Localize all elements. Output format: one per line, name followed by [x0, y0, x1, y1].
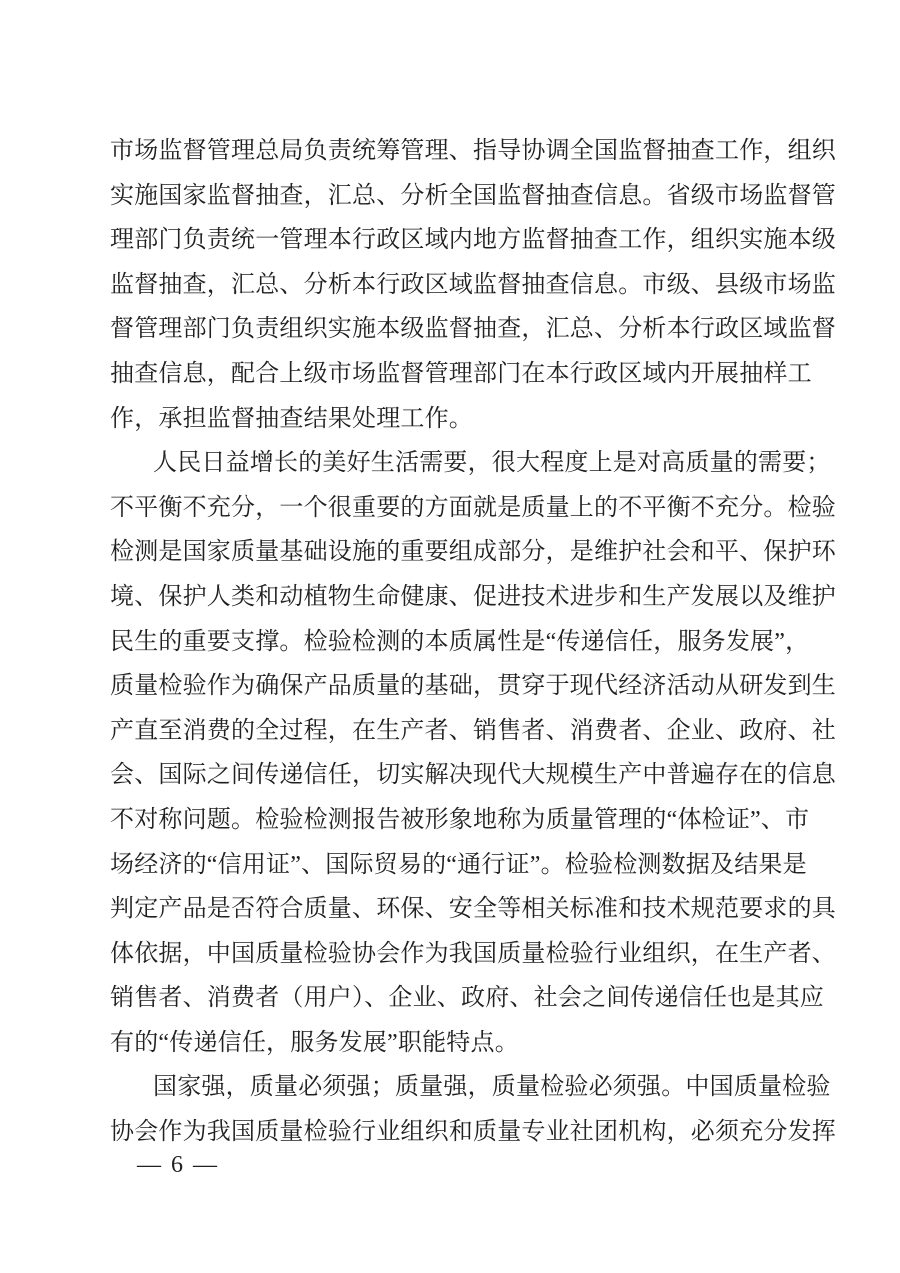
text-line: 不平衡不充分，一个很重要的方面就是质量上的不平衡不充分。检验: [110, 494, 836, 521]
text-line: 协会作为我国质量检验行业组织和质量专业社团机构，必须充分发挥: [110, 1119, 836, 1146]
text-line: 作，承担监督抽查结果处理工作。: [110, 405, 473, 432]
paragraph: [110, 129, 836, 441]
text-line: 抽查信息，配合上级市场监督管理部门在本行政区域内开展抽样工: [110, 360, 812, 387]
paragraph: [110, 1065, 836, 1154]
page-number: — 6 —: [137, 1152, 219, 1178]
text-line: 实施国家监督抽查，汇总、分析全国监督抽查信息。省级市场监督管: [110, 182, 836, 209]
text-line: 产直至消费的全过程，在生产者、销售者、消费者、企业、政府、社: [110, 717, 836, 744]
document-body: [110, 129, 836, 1155]
text-line: 监督抽查，汇总、分析本行政区域监督抽查信息。市级、县级市场监: [110, 271, 836, 298]
text-line: 国家强，质量必须强；质量强，质量检验必须强。中国质量检验: [153, 1074, 831, 1101]
paragraph: [110, 441, 836, 1065]
text-line: 理部门负责统一管理本行政区域内地方监督抽查工作，组织实施本级: [110, 227, 836, 254]
text-line: 民生的重要支撑。检验检测的本质属性是“传递信任，服务发展”，: [110, 628, 810, 655]
text-line: 场经济的“信用证”、国际贸易的“通行证”。检验检测数据及结果是: [110, 851, 807, 878]
text-line: 销售者、消费者（用户）、企业、政府、社会之间传递信任也是其应: [110, 985, 824, 1012]
text-line: 判定产品是否符合质量、环保、安全等相关标准和技术规范要求的具: [110, 896, 836, 923]
text-line: 有的“传递信任，服务发展”职能特点。: [110, 1029, 519, 1056]
text-line: 检测是国家质量基础设施的重要组成部分，是维护社会和平、保护环: [110, 539, 836, 566]
text-line: 会、国际之间传递信任，切实解决现代大规模生产中普遍存在的信息: [110, 762, 836, 789]
text-line: 质量检验作为确保产品质量的基础，贯穿于现代经济活动从研发到生: [110, 673, 836, 700]
text-line: 体依据，中国质量检验协会作为我国质量检验行业组织，在生产者、: [110, 940, 836, 967]
text-line: 境、保护人类和动植物生命健康、促进技术进步和生产发展以及维护: [110, 583, 836, 610]
text-line: 人民日益增长的美好生活需要，很大程度上是对高质量的需要；: [153, 450, 831, 477]
text-line: 不对称问题。检验检测报告被形象地称为质量管理的“体检证”、市: [110, 806, 810, 833]
text-line: 督管理部门负责组织实施本级监督抽查，汇总、分析本行政区域监督: [110, 316, 836, 343]
text-line: 市场监督管理总局负责统筹管理、指导协调全国监督抽查工作，组织: [110, 138, 836, 164]
